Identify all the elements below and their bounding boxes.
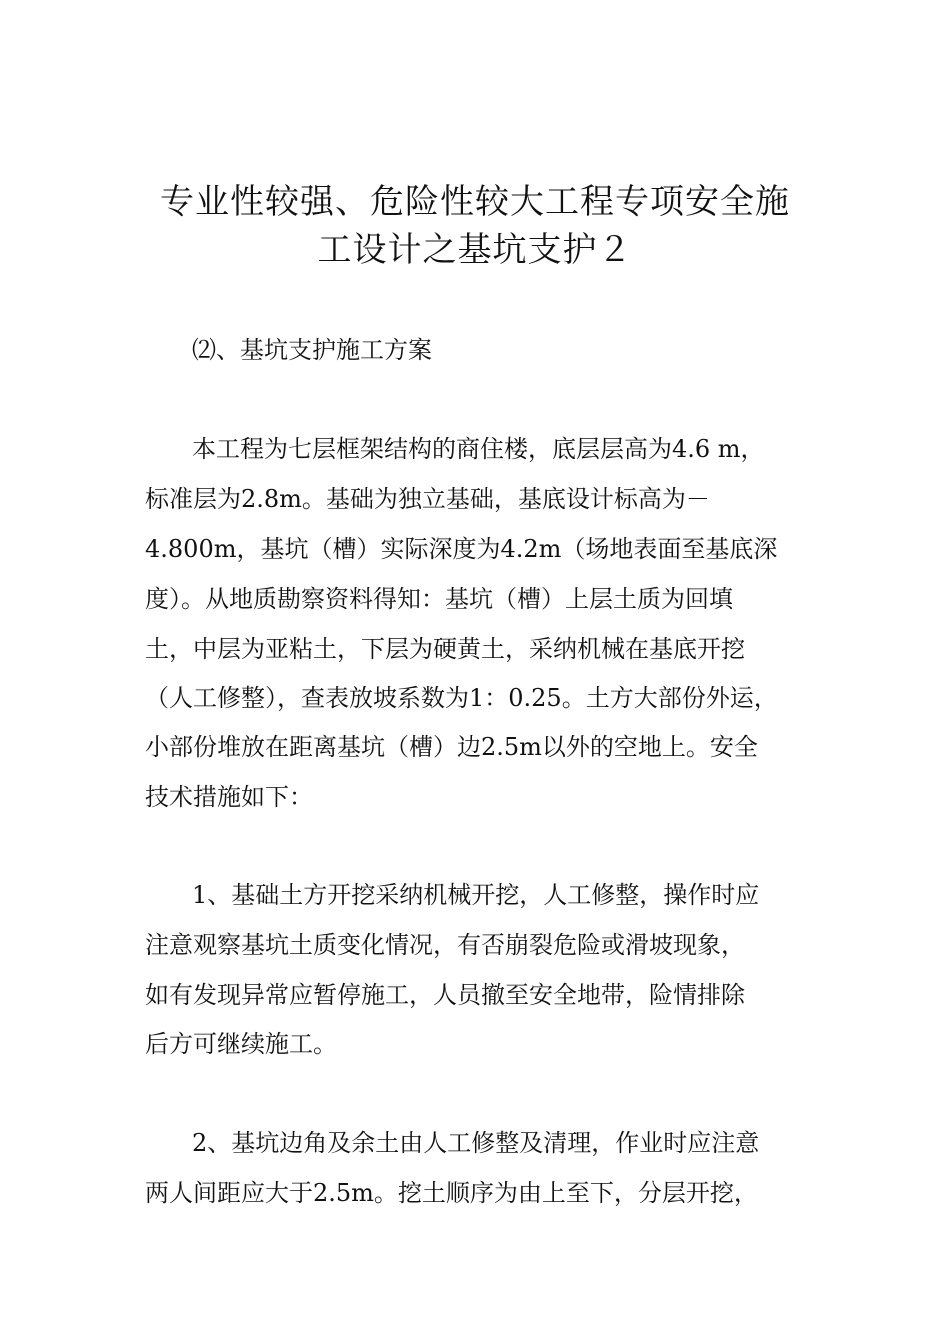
document-title-line-2: 工设计之基坑支护２ <box>317 230 633 270</box>
paragraph-1-line: 4.800m，基坑（槽）实际深度为4.2m（场地表面至基底深 <box>145 535 778 563</box>
paragraph-2-line: 注意观察基坑土质变化情况，有否崩裂危险或滑坡现象， <box>145 931 745 959</box>
paragraph-1-line: 技术措施如下： <box>145 783 313 811</box>
paragraph-3-line: 两人间距应大于2.5m。挖土顺序为由上至下，分层开挖， <box>145 1179 758 1207</box>
paragraph-1-line: 本工程为七层框架结构的商住楼，底层层高为4.6 m， <box>192 435 765 463</box>
paragraph-3-line: 2、基坑边角及余土由人工修整及清理，作业时应注意 <box>192 1129 760 1157</box>
paragraph-2-line: 后方可继续施工。 <box>145 1030 337 1058</box>
paragraph-1-line: 土，中层为亚粘土，下层为硬黄土，采纳机械在基底开挖 <box>145 635 745 663</box>
paragraph-2-line: 1、基础土方开挖采纳机械开挖，人工修整，操作时应 <box>192 881 760 909</box>
paragraph-1-line: （人工修整），查表放坡系数为1：0.25。土方大部份外运， <box>145 684 778 712</box>
paragraph-2-line: 如有发现异常应暂停施工，人员撤至安全地带，险情排除 <box>145 981 745 1009</box>
paragraph-1-line: 标准层为2.8m。基础为独立基础，基底设计标高为－ <box>145 485 710 513</box>
paragraph-1-line: 度）。从地质勘察资料得知：基坑（槽）上层土质为回填 <box>145 585 733 613</box>
paragraph-1-line: 小部份堆放在距离基坑（槽）边2.5m以外的空地上。安全 <box>145 733 758 761</box>
document-title-line-1: 专业性较强、危险性较大工程专项安全施 <box>160 182 790 222</box>
section-heading: ⑵、基坑支护施工方案 <box>192 336 432 364</box>
